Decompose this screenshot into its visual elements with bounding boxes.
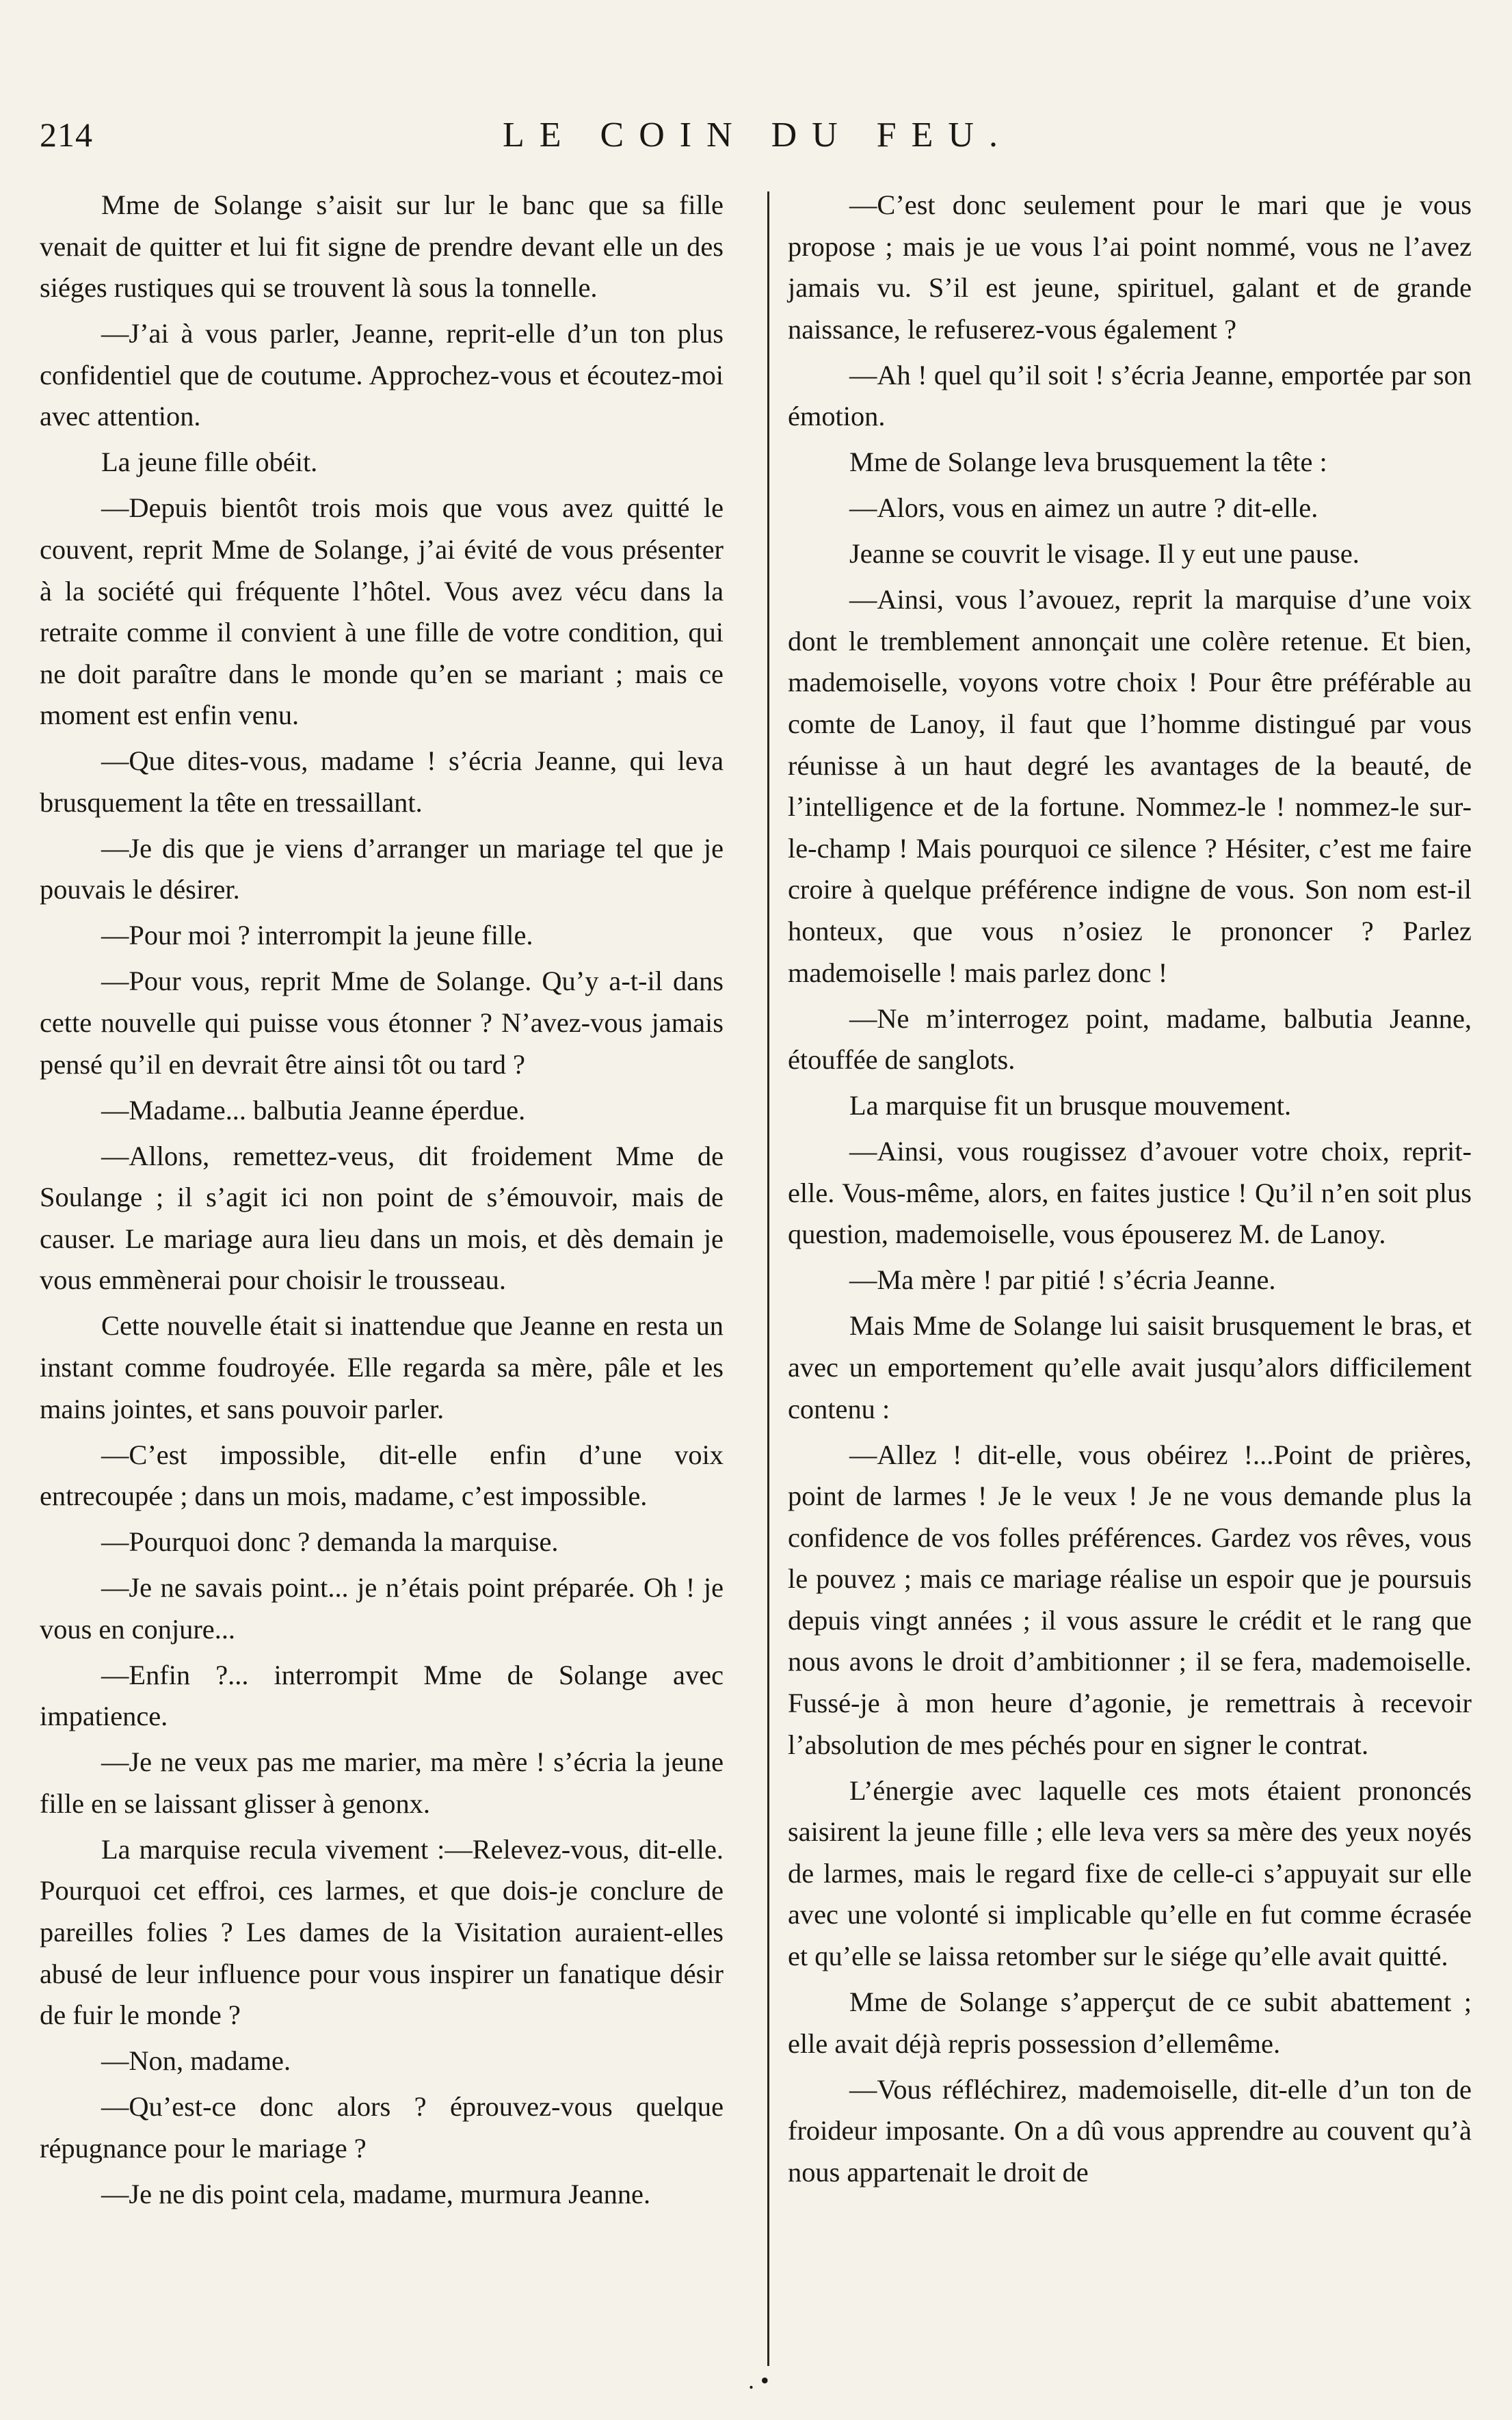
paragraph: Cette nouvelle était si inattendue que Jeanne en resta un instant comme foudroyée. Elle regarda sa mère, pâle et les mains jointes, et sans pouvoir parler. bbox=[40, 1310, 724, 1424]
paragraph: —Enfin ?... interrompit Mme de Solange avec impatience. bbox=[40, 1659, 724, 1732]
paragraph: —Allez ! dit-elle, vous obéirez !...Point de prières, point de larmes ! Je le veux ! Je ne vous demande plus la confidence de vos folles préférences. Gardez vos rêves, vous le pouvez ; mais ce mariage réalise un espoir que je poursuis depuis vingt années ; il vous assure le crédit et le rang que nous avons le droit d’ambitionner ; il se fera, mademoiselle. Fussé-je à mon heure d’agonie, je remettrais à recevoir l’absolution de mes péchés pour en signer le contrat. bbox=[788, 1439, 1472, 1760]
paragraph: —Ne m’interrogez point, madame, balbutia Jeanne, étouffée de sanglots. bbox=[788, 1002, 1472, 1076]
paragraph: Mme de Solange s’apperçut de ce subit abattement ; elle avait déjà repris possession d’ellemême. bbox=[788, 1986, 1472, 2059]
paragraph: —Vous réfléchirez, mademoiselle, dit-elle d’un ton de froideur imposante. On a dû vous apprendre au couvent qu’à nous appartenait le droit de bbox=[788, 2073, 1472, 2188]
page-header bbox=[40, 115, 1476, 163]
paragraph: —C’est impossible, dit-elle enfin d’une voix entrecoupée ; dans un mois, madame, c’est impossible. bbox=[40, 1439, 724, 1512]
paragraph: —Pour vous, reprit Mme de Solange. Qu’y a-t-il dans cette nouvelle qui puisse vous étonner ? N’avez-vous jamais pensé qu’il en devrait être ainsi tôt ou tard ? bbox=[40, 966, 724, 1080]
paragraph: —Ma mère ! par pitié ! s’écria Jeanne. bbox=[849, 1264, 1276, 1296]
paragraph: —Pour moi ? interrompit la jeune fille. bbox=[101, 920, 533, 951]
running-title: LE COIN DU FEU. bbox=[503, 116, 1013, 155]
paragraph: La marquise fit un brusque mouvement. bbox=[849, 1090, 1292, 1121]
footer-mark: . • bbox=[748, 2367, 769, 2394]
paragraph: —Pourquoi donc ? demanda la marquise. bbox=[101, 1526, 559, 1558]
column-divider bbox=[767, 191, 769, 2366]
paragraph: —Je ne veux pas me marier, ma mère ! s’écria la jeune fille en se laissant glisser à genonx. bbox=[40, 1746, 724, 1819]
paragraph: Jeanne se couvrit le visage. Il y eut une pause. bbox=[849, 538, 1360, 570]
paragraph: —Ainsi, vous rougissez d’avouer votre choix, reprit-elle. Vous-même, alors, en faites justice ! Qu’il n’en soit plus question, mademoiselle, vous épouserez M. de Lanoy. bbox=[788, 1136, 1472, 1250]
paragraph: La jeune fille obéit. bbox=[101, 447, 318, 478]
paragraph: —Je ne savais point... je n’étais point préparée. Oh ! je vous en conjure... bbox=[40, 1572, 724, 1645]
paragraph: —Allons, remettez-veus, dit froidement Mme de Soulange ; il s’agit ici non point de s’émouvoir, mais de causer. Le mariage aura lieu dans un mois, et dès demain je vous emmènerai pour choisir le trousseau. bbox=[40, 1140, 724, 1296]
paragraph: L’énergie avec laquelle ces mots étaient prononcés saisirent la jeune fille ; elle leva vers sa mère des yeux noyés de larmes, mais le regard fixe de celle-ci s’appuyait sur elle avec une volonté si implicable qu’elle en fut comme écrasée et qu’elle se laissa retomber sur le siége qu’elle avait quitté. bbox=[788, 1774, 1472, 1972]
right-column bbox=[788, 185, 1472, 2198]
paragraph: —Je ne dis point cela, madame, murmura Jeanne. bbox=[101, 2178, 651, 2209]
paragraph: —Que dites-vous, madame ! s’écria Jeanne, qui leva brusquement la tête en tressaillant. bbox=[40, 745, 724, 818]
paragraph: Mme de Solange s’aisit sur lur le banc que sa fille venait de quitter et lui fit signe de prendre devant elle un des siéges rustiques qui se trouvent là sous la tonnelle. bbox=[40, 189, 724, 304]
page-number: 214 bbox=[40, 116, 93, 154]
left-column bbox=[40, 185, 724, 2220]
paragraph: —Depuis bientôt trois mois que vous avez quitté le couvent, reprit Mme de Solange, j’ai évité de vous présenter à la société qui fréquente l’hôtel. Vous avez vécu dans la retraite comme il convient à une fille de votre condition, qui ne doit paraître dans le monde qu’en se mariant ; mais ce moment est enfin venu. bbox=[40, 492, 724, 731]
paragraph: —J’ai à vous parler, Jeanne, reprit-elle d’un ton plus confidentiel que de coutume. Approchez-vous et écoutez-moi avec attention. bbox=[40, 318, 724, 432]
paragraph: Mais Mme de Solange lui saisit brusquement le bras, et avec un emportement qu’elle avait jusqu’alors difficilement contenu : bbox=[788, 1310, 1472, 1424]
paragraph: —Non, madame. bbox=[101, 2045, 291, 2077]
paragraph: Mme de Solange leva brusquement la tête : bbox=[849, 447, 1327, 478]
paragraph: —Ah ! quel qu’il soit ! s’écria Jeanne, emportée par son émotion. bbox=[788, 359, 1472, 432]
paragraph: —C’est donc seulement pour le mari que je vous propose ; mais je ue vous l’ai point nommé, vous ne l’avez jamais vu. S’il est jeune, spirituel, galant et de grande naissance, le refuserez-vous également ? bbox=[788, 189, 1472, 345]
paragraph: —Madame... balbutia Jeanne éperdue. bbox=[101, 1094, 526, 1126]
paragraph: —Je dis que je viens d’arranger un mariage tel que je pouvais le désirer. bbox=[40, 832, 724, 905]
paragraph: —Qu’est-ce donc alors ? éprouvez-vous quelque répugnance pour le mariage ? bbox=[40, 2091, 724, 2164]
paragraph: La marquise recula vivement :—Relevez-vous, dit-elle. Pourquoi cet effroi, ces larmes, et que dois-je conclure de pareilles folies ? Les dames de la Visitation auraient-elles abusé de leur influence pour vous inspirer un fanatique désir de fuir le monde ? bbox=[40, 1833, 724, 2031]
paragraph: —Ainsi, vous l’avouez, reprit la marquise d’une voix dont le tremblement annonçait une colère retenue. Et bien, mademoiselle, voyons votre choix ! Pour être préférable au comte de Lanoy, il faut que l’homme distingué par vous réunisse à un haut degré les avantages de la beauté, de l’intelligence et de la fortune. Nommez-le ! nommez-le sur-le-champ ! Mais pourquoi ce silence ? Hésiter, c’est me faire croire à quelque préférence indigne de vous. Son nom est-il honteux, que vous n’osiez le prononcer ? Parlez mademoiselle ! mais parlez donc ! bbox=[788, 584, 1472, 988]
paragraph: —Alors, vous en aimez un autre ? dit-elle. bbox=[849, 492, 1318, 524]
